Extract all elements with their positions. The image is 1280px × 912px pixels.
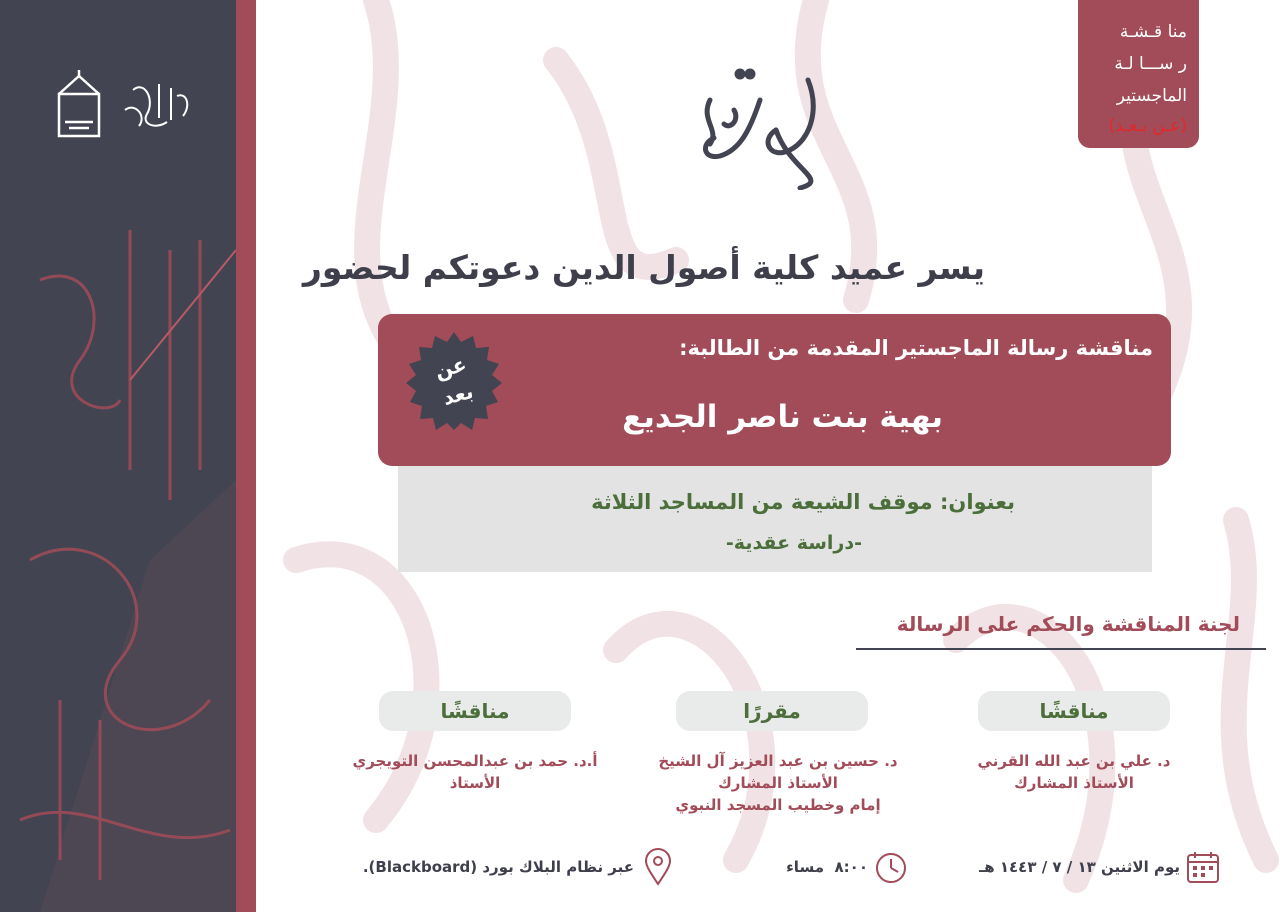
role-pill-examiner-1: مناقشًا bbox=[978, 691, 1170, 731]
member-examiner-1 bbox=[924, 750, 1224, 794]
member-title: الأستاذ المشارك bbox=[1014, 774, 1134, 792]
committee-divider bbox=[856, 648, 1266, 650]
member-name: د. علي بن عبد الله القرني bbox=[977, 752, 1171, 770]
badge-line-3: الماجستير bbox=[1116, 86, 1187, 106]
thesis-title-box bbox=[398, 466, 1152, 572]
invitation-calligraphy bbox=[680, 60, 840, 190]
seal-line-1: عن bbox=[432, 351, 470, 384]
calendar-icon bbox=[1186, 850, 1220, 884]
thesis-subtitle: مناقشة رسالة الماجستير المقدمة من الطالبة: bbox=[679, 336, 1153, 360]
clock-icon bbox=[874, 851, 908, 885]
member-supervisor bbox=[618, 750, 938, 816]
badge-line-4: (عـن بـعـد) bbox=[1108, 116, 1187, 136]
member-title-2: إمام وخطيب المسجد النبوي bbox=[675, 796, 881, 814]
seal-line-2: بعد bbox=[440, 378, 476, 411]
student-box bbox=[378, 314, 1171, 466]
discussion-time: ٨:٠٠ bbox=[834, 858, 868, 876]
remote-seal-icon bbox=[404, 330, 504, 430]
osool-aldeen-logo bbox=[125, 84, 187, 126]
university-logos bbox=[55, 70, 195, 140]
member-examiner-2 bbox=[310, 750, 640, 794]
thesis-title: بعنوان: موقف الشيعة من المساجد الثلاثة bbox=[591, 490, 1015, 514]
member-title: الأستاذ bbox=[449, 774, 501, 792]
imam-university-logo bbox=[59, 70, 99, 136]
committee-heading: لجنة المناقشة والحكم على الرسالة bbox=[896, 612, 1240, 636]
role-pill-supervisor: مقررًا bbox=[676, 691, 868, 731]
location-pin-icon bbox=[644, 848, 672, 886]
panel-maroon-stripe bbox=[236, 0, 256, 912]
left-decorative-panel bbox=[0, 0, 256, 912]
thesis-subtitle-line: -دراسة عقدية- bbox=[725, 532, 862, 554]
discussion-period: مساء bbox=[786, 858, 824, 876]
discussion-badge bbox=[1078, 0, 1199, 148]
role-pill-examiner-2: مناقشًا bbox=[379, 691, 571, 731]
member-name: د. حسين بن عبد العزيز آل الشيخ bbox=[658, 752, 898, 770]
badge-line-2: ر ســـا لـة bbox=[1114, 54, 1187, 74]
badge-line-1: منا قـشـة bbox=[1119, 22, 1187, 42]
member-title: الأستاذ المشارك bbox=[718, 774, 838, 792]
student-name: بهية بنت ناصر الجديع bbox=[622, 399, 943, 435]
member-name: أ.د. حمد بن عبدالمحسن التويجري bbox=[352, 752, 598, 770]
discussion-date: يوم الاثنين ١٣ / ٧ / ١٤٤٣ هـ bbox=[979, 858, 1180, 876]
invitation-heading: يسر عميد كلية أصول الدين دعوتكم لحضور bbox=[302, 248, 985, 287]
discussion-location: عبر نظام البلاك بورد (Blackboard). bbox=[362, 858, 634, 876]
